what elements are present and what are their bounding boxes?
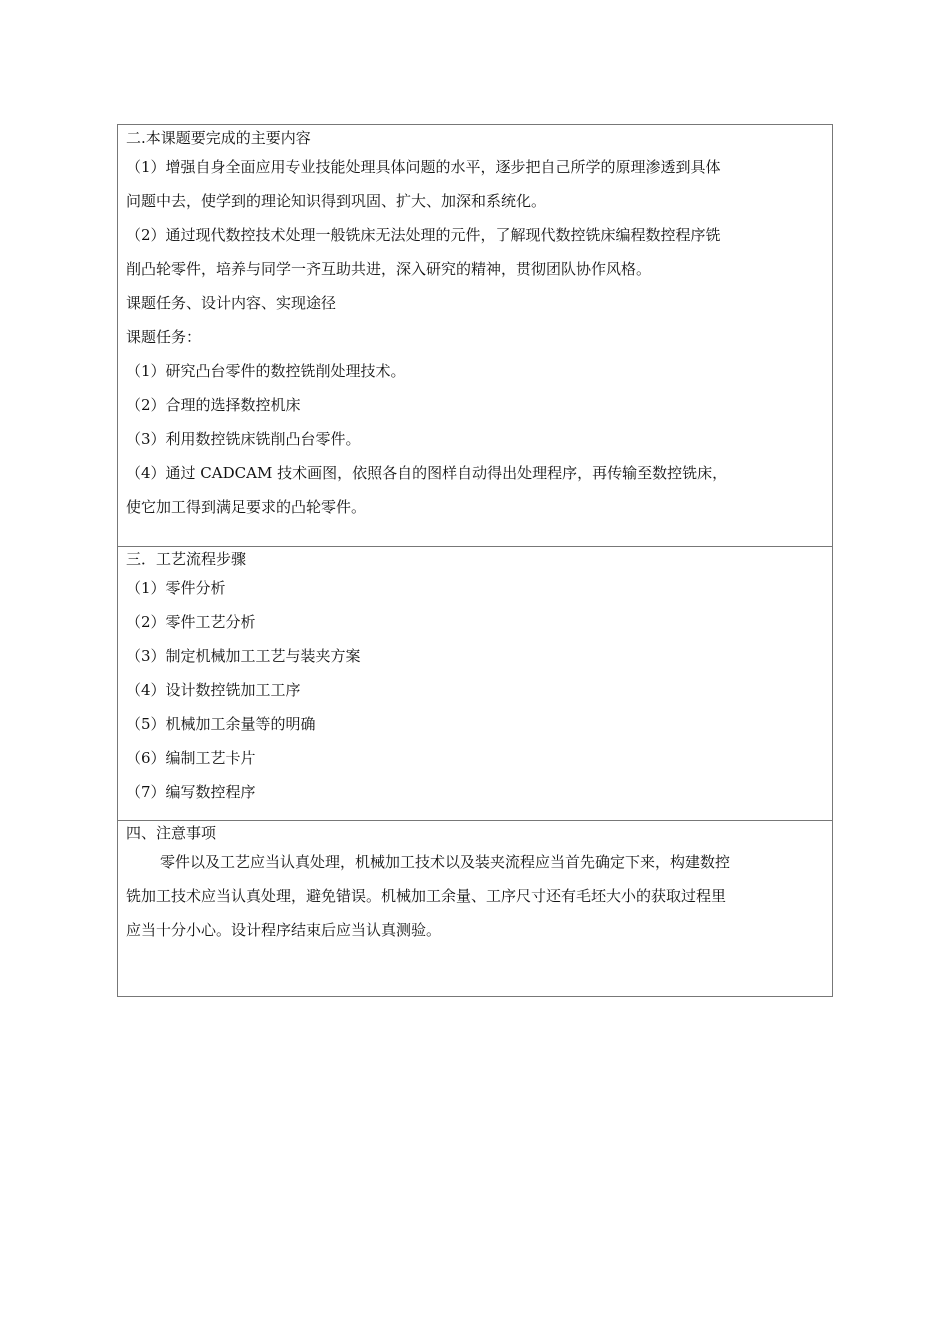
notes-line: 铣加工技术应当认真处理，避免错误。机械加工余量、工序尺寸还有毛坯大小的获取过程里 — [126, 887, 727, 905]
notes-line: 应当十分小心。设计程序结束后应当认真测验。 — [126, 921, 442, 939]
task-table — [117, 124, 833, 997]
task-item-continued: 使它加工得到满足要求的凸轮零件。 — [126, 498, 367, 516]
section-heading-main-content: 二.本课题要完成的主要内容 — [126, 129, 311, 147]
content-line: 问题中去，使学到的理论知识得到巩固、扩大、加深和系统化。 — [126, 192, 547, 210]
task-item: （2）合理的选择数控机床 — [126, 396, 301, 414]
task-item: （1）研究凸台零件的数控铣削处理技术。 — [126, 362, 406, 380]
process-step-item: （4）设计数控铣加工工序 — [126, 681, 301, 699]
task-item: （4）通过 CADCAM 技术画图，依照各自的图样自动得出处理程序，再传输至数控铣床， — [126, 464, 728, 482]
notes-cell — [118, 820, 832, 996]
subheading-tasks: 课题任务： — [126, 328, 202, 346]
main-content-cell — [118, 126, 832, 546]
process-step-item: （6）编制工艺卡片 — [126, 749, 256, 767]
process-step-item: （2）零件工艺分析 — [126, 613, 256, 631]
process-steps-cell — [118, 546, 832, 820]
content-line: （2）通过现代数控技术处理一般铣床无法处理的元件，了解现代数控铣床编程数控程序铣 — [126, 226, 721, 244]
subheading-task-design: 课题任务、设计内容、实现途径 — [126, 294, 337, 312]
notes-line: 零件以及工艺应当认真处理，机械加工技术以及装夹流程应当首先确定下来，构建数控 — [160, 853, 731, 871]
section-heading-process-steps: 三．工艺流程步骤 — [126, 550, 247, 568]
section-heading-notes: 四、注意事项 — [126, 824, 217, 842]
content-line: （1）增强自身全面应用专业技能处理具体问题的水平，逐步把自己所学的原理渗透到具体 — [126, 158, 721, 176]
process-step-item: （7）编写数控程序 — [126, 783, 256, 801]
process-step-item: （5）机械加工余量等的明确 — [126, 715, 316, 733]
process-step-item: （3）制定机械加工工艺与装夹方案 — [126, 647, 361, 665]
process-step-item: （1）零件分析 — [126, 579, 226, 597]
task-item: （3）利用数控铣床铣削凸台零件。 — [126, 430, 361, 448]
content-line: 削凸轮零件，培养与同学一齐互助共进，深入研究的精神，贯彻团队协作风格。 — [126, 260, 652, 278]
